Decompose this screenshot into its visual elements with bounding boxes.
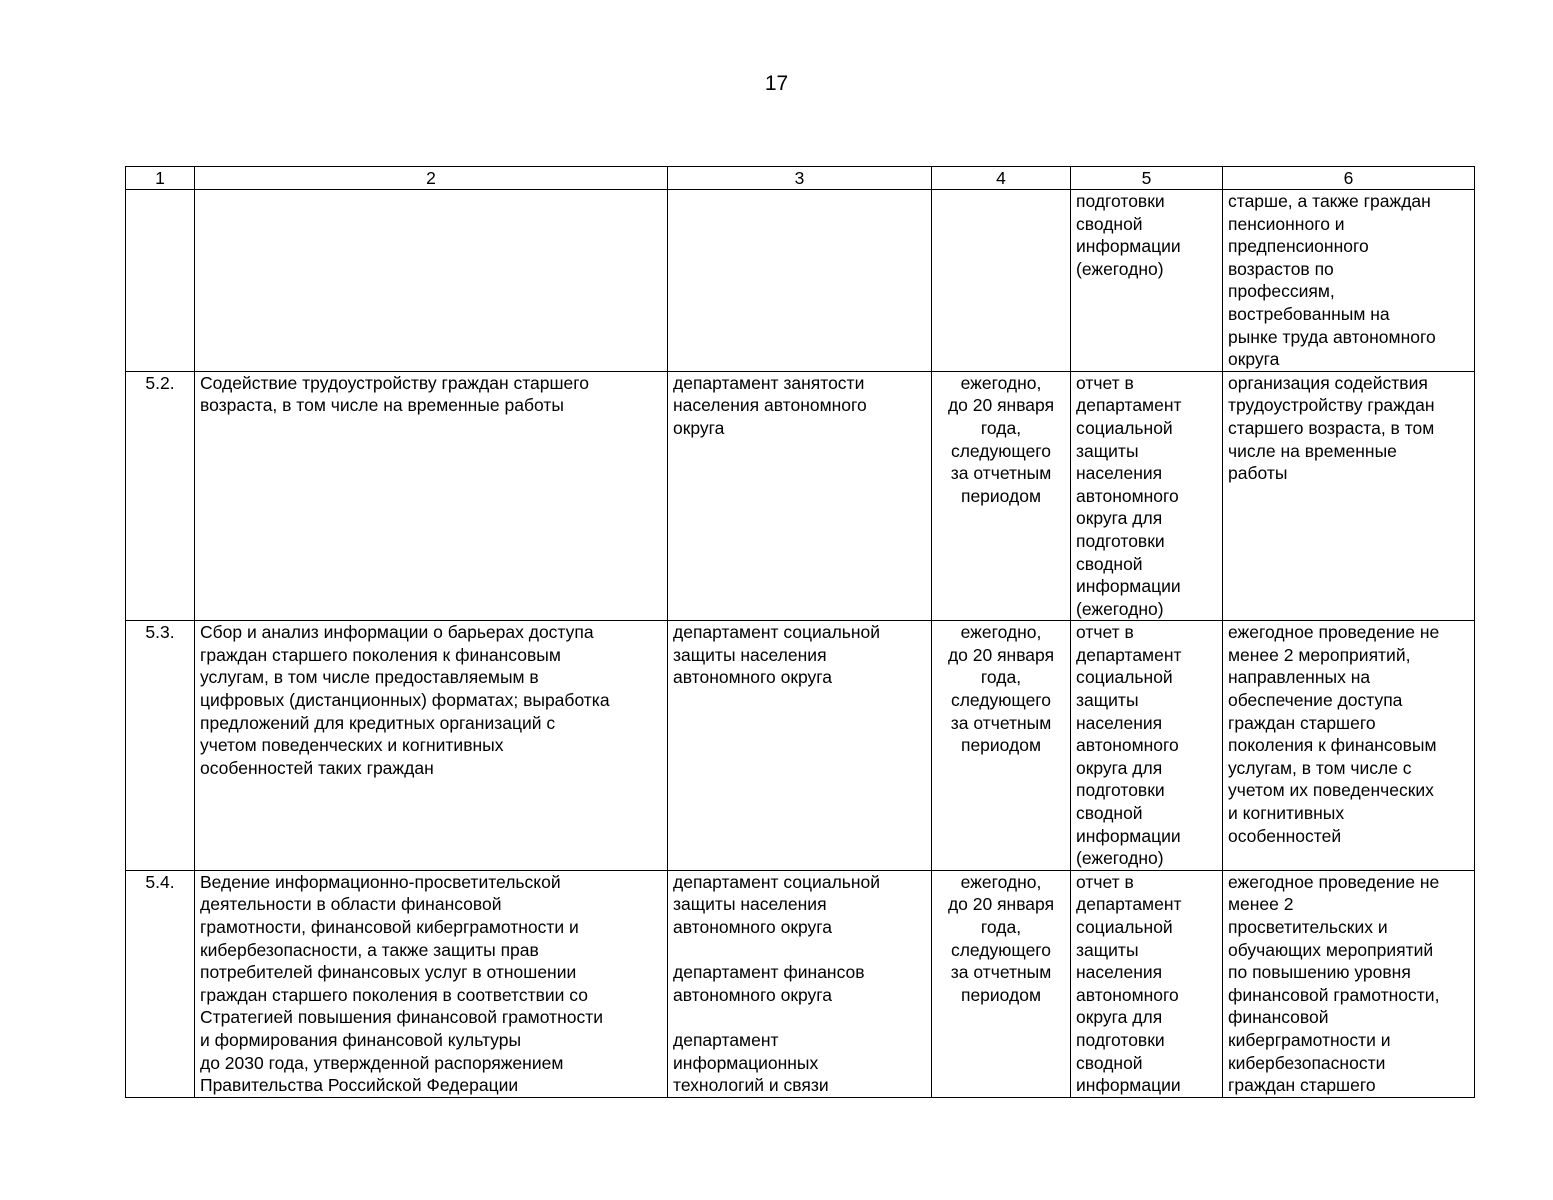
result-cell: ежегодное проведение не менее 2 просветительских и обучающих мероприятий по повышению уровня финансовой грамотности, финансовой киберграмотности и кибербезопасности граждан старшего [1223, 870, 1475, 1097]
activity-cell: Содействие трудоустройству граждан старшего возраста, в том числе на временные работы [195, 371, 668, 621]
page-number: 17 [764, 72, 789, 95]
item-number-cell: 5.3. [126, 621, 195, 871]
result-cell: старше, а также граждан пенсионного и предпенсионного возрастов по профессиям, востребованным на рынке труда автономного округа [1223, 190, 1475, 372]
table-row [126, 870, 1475, 1097]
table-row [126, 190, 1475, 372]
item-number-cell: 5.4. [126, 870, 195, 1097]
report-form-cell: отчет в департамент социальной защиты населения автономного округа для подготовки сводной информации (ежегодно) [1071, 621, 1223, 871]
term-cell: ежегодно, до 20 января года, следующего за отчетным периодом [932, 371, 1071, 621]
column-header: 1 [126, 167, 195, 190]
column-header: 6 [1223, 167, 1475, 190]
activity-cell [195, 190, 668, 372]
table-row [126, 621, 1475, 871]
report-form-cell: отчет в департамент социальной защиты населения автономного округа для подготовки сводной информации (ежегодно) [1071, 371, 1223, 621]
item-number-cell: 5.2. [126, 371, 195, 621]
column-header: 2 [195, 167, 668, 190]
report-form-cell: подготовки сводной информации (ежегодно) [1071, 190, 1223, 372]
report-form-cell: отчет в департамент социальной защиты населения автономного округа для подготовки сводной информации [1071, 870, 1223, 1097]
responsible-cell: департамент социальной защиты населения автономного округа [668, 621, 932, 871]
column-header: 3 [668, 167, 932, 190]
responsible-cell: департамент социальной защиты населения автономного округа департамент финансов автономного округа департамент информационных технологий и связи [668, 870, 932, 1097]
column-header: 5 [1071, 167, 1223, 190]
table-header-row [126, 167, 1475, 190]
table-row [126, 371, 1475, 621]
term-cell: ежегодно, до 20 января года, следующего за отчетным периодом [932, 870, 1071, 1097]
responsible-cell [668, 190, 932, 372]
column-header: 4 [932, 167, 1071, 190]
item-number-cell [126, 190, 195, 372]
activity-cell: Сбор и анализ информации о барьерах доступа граждан старшего поколения к финансовым услугам, в том числе предоставляемым в цифровых (дистанционных) форматах; выработка предложений для кредитных организаций с учетом поведенческих и когнитивных особенностей таких граждан [195, 621, 668, 871]
measures-table [125, 166, 1475, 1098]
activity-cell: Ведение информационно-просветительской деятельности в области финансовой грамотности, финансовой киберграмотности и кибербезопасности, а также защиты прав потребителей финансовых услуг в отношении граждан старшего поколения в соответствии со Стратегией повышения финансовой грамотности и формирования финансовой культуры до 2030 года, утвержденной распоряжением Правительства Российской Федерации [195, 870, 668, 1097]
result-cell: ежегодное проведение не менее 2 мероприятий, направленных на обеспечение доступа граждан старшего поколения к финансовым услугам, в том числе с учетом их поведенческих и когнитивных особенностей [1223, 621, 1475, 871]
term-cell [932, 190, 1071, 372]
result-cell: организация содействия трудоустройству граждан старшего возраста, в том числе на временные работы [1223, 371, 1475, 621]
term-cell: ежегодно, до 20 января года, следующего за отчетным периодом [932, 621, 1071, 871]
responsible-cell: департамент занятости населения автономного округа [668, 371, 932, 621]
